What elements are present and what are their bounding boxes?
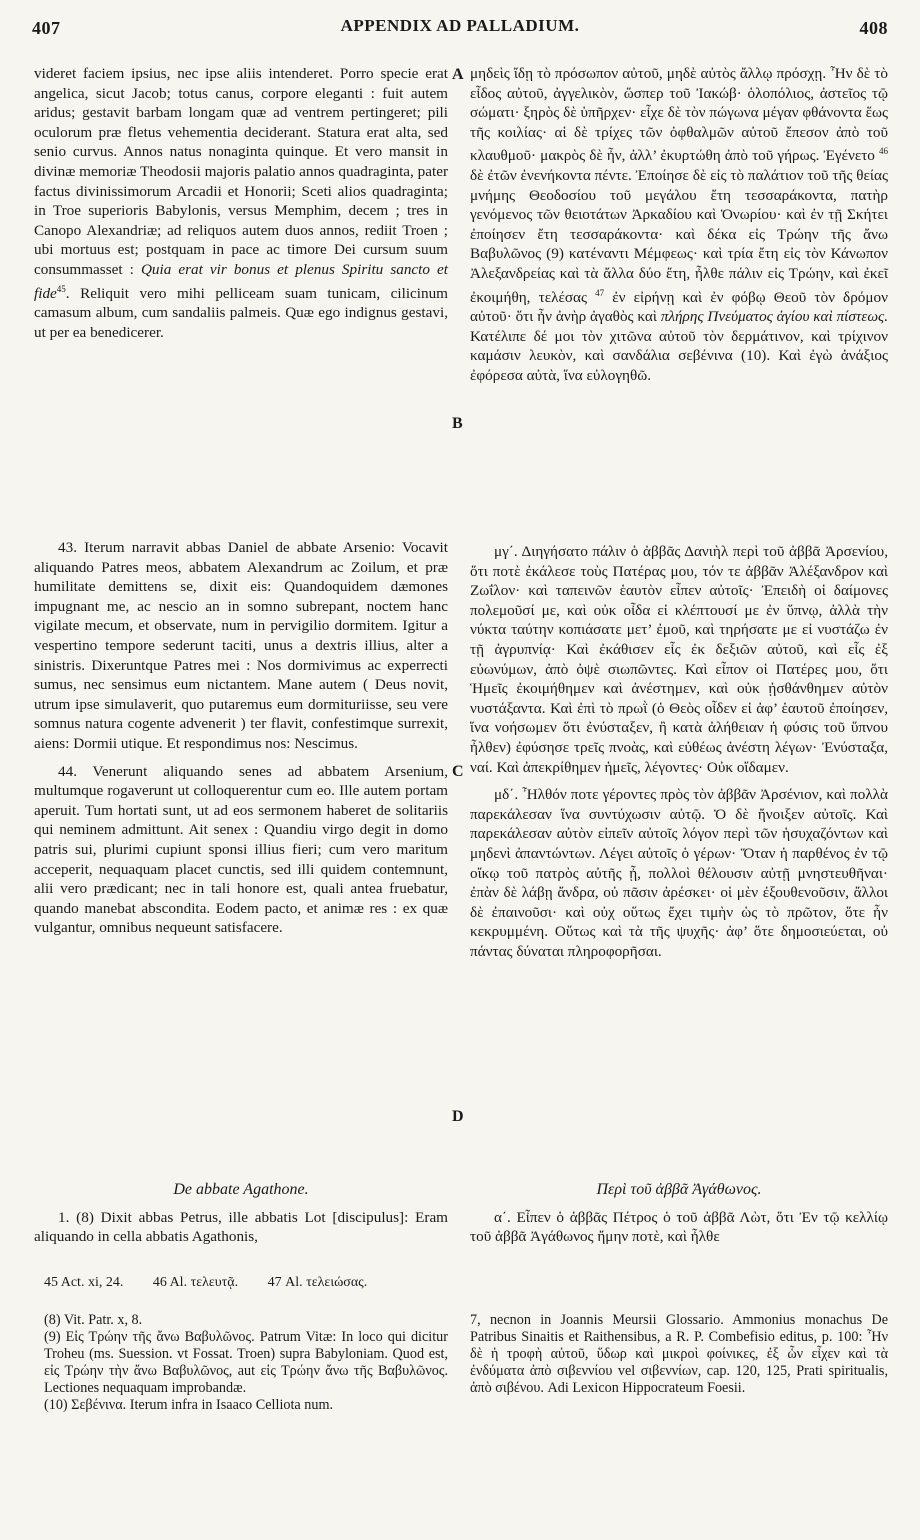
greek-section-heading: Περὶ τοῦ ἀββᾶ Ἀγάθωνος. [596, 1181, 762, 1198]
running-title: APPENDIX AD PALLADIUM. [340, 16, 580, 35]
latin-column-middle [34, 538, 448, 938]
greek-column-top [470, 64, 888, 386]
latin-paragraph-1: videret faciem ipsius, nec ipse aliis intenderet. Porro specie erat angelica, sicut Jacob; totus canus, corpore eleganti : fuit autem aridus; gestavit barbam longam quæ ad ventrem pertingeret; pili oculorum præ fletus vehementia deciderant. Statura erat alta, sed senio curvus. Annos natus nonaginta quinque. Et vero mansit in divinæ memoriæ Theodosii majoris palatio annos quadraginta, pater factus divinissimorum Arcadii et Honorii; Sceti alios quadraginta; in Troe superioris Babylonis, versus Memphim, decem ; tres in Canopo Alexandriæ; ad reliquos autem duos annos, rediit Troen ; ubi mortuus est; postquam in pace ac timore Dei cursum suum consummasset : Quia erat vir bonus et plenus Spiritu sancto et fide$^{45}$. Reliquit vero mihi pelliceam suam tunicam, cilicinum camasum album, cum sandaliis palmeis. Quæ ego indignus gestavi, ut per ea benedicerer. [34, 65, 448, 341]
latin-section-heading: De abbate Agathone. [173, 1181, 309, 1198]
latin-paragraph-44: 44. Venerunt aliquando senes ad abbatem Arsenium, multumque rogaverunt ut colloquerentur cum eo. Ille autem portam aperuit. Tum hortati sunt, ut ad eos sermonem haberet de solitariis qui neminem admittunt. Ait senex : Quandiu virgo degit in domo patris sui, plurimi cupiunt sponsi illius fieri; cum vero maritum acceperit, nequaquam placet cunctis, sed illi quidem contemnunt, alii vero prædicant; nec in tali honore est, quali antea fruebatur, quando manebat abscondita. Eodem pacto, et animæ res : ex quæ vulgantur, omnibus nequeunt satisfacere. [34, 762, 448, 937]
footnotes-right [470, 1312, 888, 1397]
greek-paragraph-43: μγ΄. Διηγήσατο πάλιν ὁ ἀββᾶς Δανιὴλ περὶ τοῦ ἀββᾶ Ἀρσενίου, ὅτι ποτὲ ἐκάλεσε τοὺς Πατέρας μου, τόν τε ἀββᾶν Ἀλέξανδρον καὶ Ζωΐλον· καὶ ταπεινῶν ἑαυτὸν εἶπεν αὐτοῖς· Ἐπειδὴ οἱ δαίμονες πολεμοῦσί με, καὶ οὐκ οἶδα εἰ κλέπτουσί με ἐν ὕπνῳ, ἀλλὰ τὴν νύκτα ταύτην κοπιάσατε μετ’ ἐμοῦ, καὶ τηρήσατε με εἰ νυστάζω ἐν τῇ ἀγρυπνίᾳ· Καὶ ἐκάθισεν εἷς ἐκ δεξιῶν αὐτοῦ, καὶ εἷς ἐξ εὐωνύμων, ἀπὸ ὀψὲ σιωπῶντες. Καὶ εἶπον οἱ Πατέρες μου, ὅτι Ἡμεῖς ἐκοιμήθημεν καὶ ἀνέστημεν, καὶ οὐκ ᾐσθάνθημεν αὐτὸν νυστάξαντα. Καὶ ἐπὶ τὸ πρωῒ (ὁ Θεὸς οἶδεν εἰ ἀφ’ ἑαυτοῦ ἐποίησεν, ἵνα νοήσωμεν ὅτι ἐνύσταξεν, ἢ κατὰ ἀλήθειαν ἡ φύσις τοῦ ὕπνου ἦλθεν) ἐφύσησε τρεῖς πνοὰς, καὶ εὐθέως ἀνέστη λέγων· Ἐνύσταξα, ναί. Καὶ ἀπεκρίθημεν ἡμεῖς, λέγοντες· Οὐκ οἴδαμεν. [470, 543, 888, 776]
margin-marker-d: D [452, 1108, 464, 1125]
note-45: 45 Act. xi, 24. [44, 1275, 124, 1290]
numbered-notes [44, 1275, 448, 1291]
latin-paragraph-agathon-1: 1. (8) Dixit abbas Petrus, ille abbatis Lot [discipulus]: Eram aliquando in cella abbatis Agathonis, [34, 1208, 448, 1246]
greek-column-middle [470, 542, 888, 961]
footnote-10: (10) Σεβένινα. Iterum infra in Isaaco Celliota num. [44, 1397, 334, 1413]
margin-marker-b: B [452, 415, 463, 432]
page-header [32, 10, 888, 38]
margin-marker-a: A [452, 66, 464, 83]
note-47: 47 Al. τελειώσας. [267, 1275, 368, 1290]
footnote-9: (9) Εἰς Τρώην τῆς ἄνω Βαβυλῶνος. Patrum Vitæ: In loco qui dicitur Troheu (ms. Suession. vt Fossat. Troen) supra Babyloniam. Quod est, εἰς Τρώην τὴν ἄνω Βαβυλῶνος, aut εἰς Τρώην ἄνω τῆς Βαβυλῶνος. Lectiones nequaquam improbandæ. [44, 1329, 448, 1396]
footnote-8: (8) Vit. Patr. x, 8. [44, 1312, 143, 1328]
page-number-right: 408 [859, 18, 888, 38]
latin-heading-block [34, 1180, 448, 1247]
greek-paragraph-44: μδ΄. Ἦλθόν ποτε γέροντες πρὸς τὸν ἀββᾶν Ἀρσένιον, καὶ πολλὰ παρεκάλεσαν ἵνα συντύχωσιν αὐτῷ. Ὁ δὲ ἤνοιξεν αὐτοῖς. Καὶ παρεκάλεσαν αὐτὸν εἰπεῖν αὐτοῖς λόγον περὶ τῶν ἡσυχαζόντων καὶ μηδενὶ ἀπαντώντων. Λέγει αὐτοῖς ὁ γέρων· Ὅταν ἡ παρθένος ἐν τῷ οἴκῳ τοῦ πατρὸς αὐτῆς ᾖ, πολλοὶ θέλουσιν αὐτῇ μνηστευθῆναι· ἐπὰν δὲ λάβῃ ἄνδρα, οὐ πᾶσιν ἀρέσκει· οἱ μὲν ἐξουθενοῦσιν, ἄλλοι δὲ ἐπαινοῦσι· καὶ οὐχ οὕτως ἔχει τιμὴν ὡς τὸ πρῶτον, ὅτε ἦν κεκρυμμένη. Οὕτως καὶ τὰ τῆς ψυχῆς· ἀφ’ ὅτε δημοσιεύεται, οὐ πάντας δύναται πληροφορῆσαι. [470, 786, 888, 960]
margin-marker-c: C [452, 763, 464, 780]
latin-paragraph-43: 43. Iterum narravit abbas Daniel de abbate Arsenio: Vocavit aliquando Patres meos, abbatem Alexandrum ac Zoilum, et præ humilitate demittens se, dixit eis: Quandoquidem dæmones impugnant me, ac nescio an in somno subrepant, noctem hanc vigilate mecum, et observate, num in pervigilio dormitem. Igitur a vespertino tempore sederunt taciti, unus a dextris illius, alter a sinistris. Dixeruntque Patres mei : Nos dormivimus ac experrecti sumus, nec sensimus eum nictantem. Mane autem ( Deus novit, utrum ipse simulaverit, quo putaremus eum dormituriisse, seu vere somnus natura cogente advenerit ) ter flavit, confestimque surrexit, aiens: Dormii utique. Et respondimus nos: Nescimus. [34, 539, 448, 752]
page-number-left: 407 [32, 18, 61, 38]
note-46: 46 Al. τελευτᾷ. [152, 1275, 239, 1290]
greek-paragraph-1: μηδεὶς ἴδῃ τὸ πρόσωπον αὐτοῦ, μηδὲ αὐτὸς ἄλλῳ πρόσχῃ. Ἦν δὲ τὸ εἶδος αὐτοῦ, ἀγγελικὸν, ὥσπερ τοῦ Ἰακώβ· ὁλοπόλιος, ἀστεῖος τῷ σώματι· ξηρὸς δὲ ὑπῆρχεν· εἶχε δὲ τὸν πώγωνα μέγαν φθάνοντα ἕως τῆς κοιλίας· αἱ δὲ τρίχες τῶν ὀφθαλμῶν αὐτοῦ ἔπεσον ἀπὸ τοῦ κλαυθμοῦ· μακρὸς δὲ ἦν, ἀλλ’ ἐκυρτώθη ἀπὸ τοῦ γήρως. Ἐγένετο $^{46}$ δὲ ἐτῶν ἐνενήκοντα πέντε. Ἐποίησε δὲ εἰς τὸ παλάτιον τοῦ τῆς θείας μνήμης Θεοδοσίου τοῦ μεγάλου ἔτη τεσσαράκοντα, πατὴρ γενόμενος τῶν θειοτάτων Ἀρκαδίου καὶ Ὁνωρίου· καὶ ἐν τῇ Σκήτει ἐποίησεν ἔτη τεσσαράκοντα· καὶ δέκα εἰς Τρώην τῆς ἄνω Βαβυλῶνος (9) κατέναντι Μέμφεως· καὶ τρία ἔτη εἰς τὸν Κάνωπον Ἀλεξανδρείας καὶ τὰ ἄλλα δύο ἔτη, ἦλθε πάλιν εἰς Τρώην, καὶ ἐκεῖ ἐκοιμήθη, τελέσας $^{47}$ ἐν εἰρήνῃ καὶ ἐν φόβῳ Θεοῦ τὸν δρόμον αὐτοῦ· ὅτι ἦν ἀνὴρ ἀγαθὸς καὶ πλήρης Πνεύματος ἁγίου καὶ πίστεως. Κατέλιπε δέ μοι τὸν χιτῶνα αὐτοῦ τὸν δερμάτινον, καὶ τρίχινον καμάσιν λευκὸν, καὶ σανδάλια σεβένινα (10). Καὶ ἐγὼ ἀνάξιος ἐφόρεσα αὐτὰ, ἵνα εὐλογηθῶ. [470, 65, 888, 385]
footnotes-left [44, 1312, 448, 1414]
greek-heading-block [470, 1180, 888, 1247]
footnote-continuation: 7, necnon in Joannis Meursii Glossario. Ammonius monachus De Patribus Sinaitis et Raithensibus, a R. P. Combefisio editus, p. 100: Ἦν δὲ ἡ τροφὴ αὐτοῦ, ὕδωρ καὶ μικροὶ φοίνικες, ἐξ ὧν εἶχεν καὶ τὰ ἐνδύματα ἀπὸ σιβεννίου vel σιβεννίων, cap. 120, 125, Prati spiritualis, ἀπὸ σιβένου. Adi Lexicon Hippocrateum Foesii. [470, 1312, 888, 1396]
greek-paragraph-agathon-1: α΄. Εἶπεν ὁ ἀββᾶς Πέτρος ὁ τοῦ ἀββᾶ Λὼτ, ὅτι Ἐν τῷ κελλίῳ τοῦ ἀββᾶ Ἀγάθωνος ἤμην ποτὲ, καὶ ἦλθε [470, 1208, 888, 1246]
latin-column-top [34, 64, 448, 342]
